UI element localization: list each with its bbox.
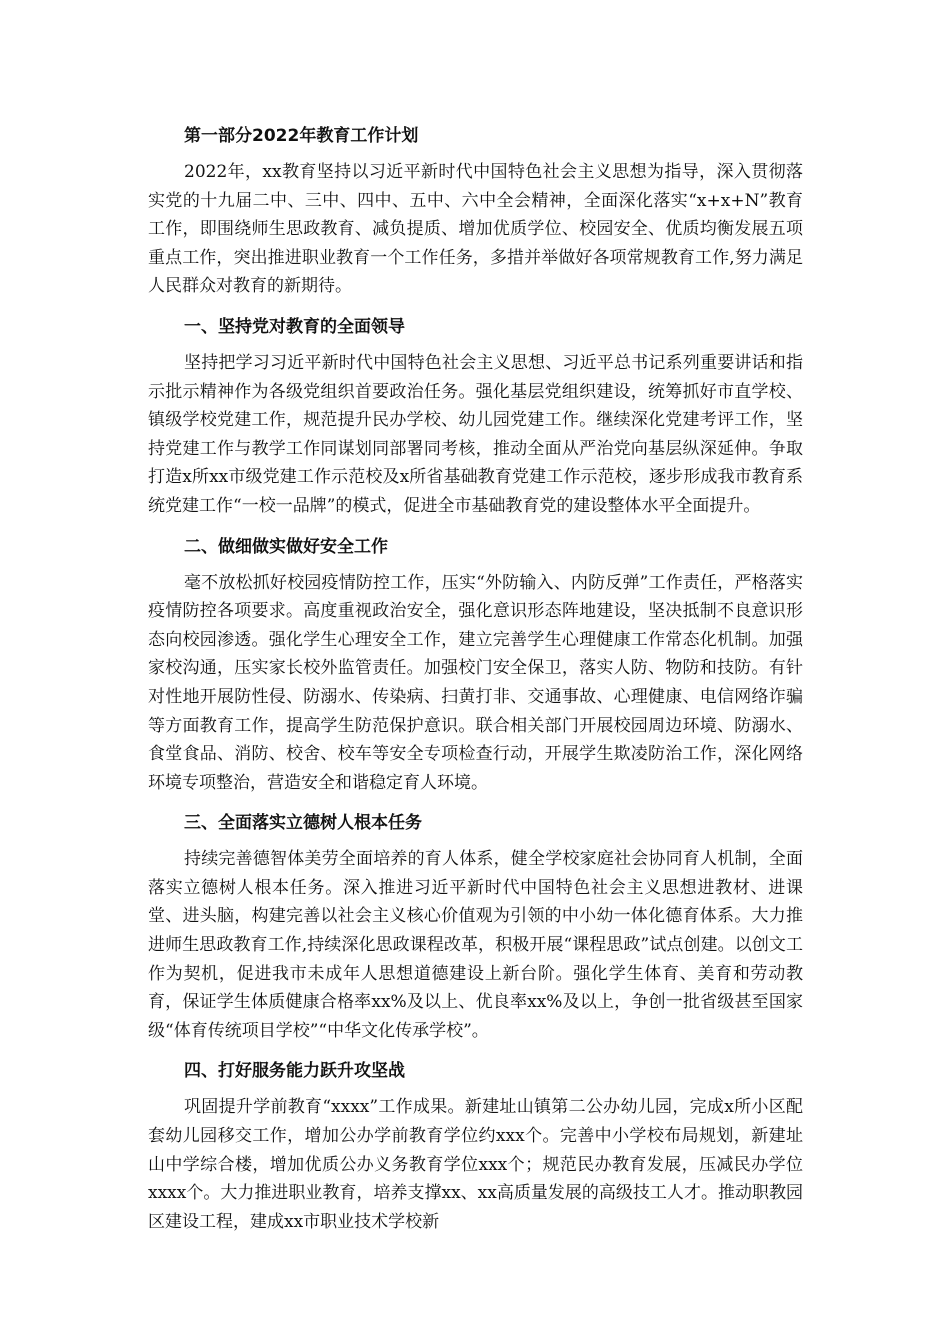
section-heading-1: 一、坚持党对教育的全面领导 bbox=[184, 316, 405, 337]
section-body-3: 持续完善德智体美劳全面培养的育人体系，健全学校家庭社会协同育人机制，全面落实立德树人根本任务。深入推进习近平新时代中国特色社会主义思想进教材、进课堂、进头脑，构建完善以社会主义核心价值观为引领的中小幼一体化德育体系。大力推进师生思政教育工作,持续深化思政课程改革，积极开展“课程思政”试点创建。以创文工作为契机，促进我市未成年人思想道德建设上新台阶。强化学生体育、美育和劳动教育，保证学生体质健康合格率xx%及以上、优良率xx%及以上，争创一批省级甚至国家级“体育传统项目学校”“中华文化传承学校”。 bbox=[148, 849, 803, 1041]
intro-paragraph: 2022年，xx教育坚持以习近平新时代中国特色社会主义思想为指导，深入贯彻落实党的十九届二中、三中、四中、五中、六中全会精神，全面深化落实“x+x+N”教育工作，即围绕师生思政教育、减负提质、增加优质学位、校园安全、优质均衡发展五项重点工作，突出推进职业教育一个工作任务，多措并举做好各项常规教育工作,努力满足人民群众对教育的新期待。 bbox=[148, 162, 803, 297]
section-heading-4: 四、打好服务能力跃升攻坚战 bbox=[184, 1061, 405, 1082]
section-body-4: 巩固提升学前教育“xxxx”工作成果。新建址山镇第二公办幼儿园，完成x所小区配套幼儿园移交工作，增加公办学前教育学位约xxx个。完善中小学校布局规划，新建址山中学综合楼，增加优质公办义务教育学位xxx个；规范民办教育发展，压减民办学位xxxx个。大力推进职业教育，培养支撑xx、xx高质量发展的高级技工人才。推动职教园区建设工程，建成xx市职业技术学校新 bbox=[148, 1097, 803, 1232]
section-heading-3: 三、全面落实立德树人根本任务 bbox=[184, 813, 422, 834]
section-heading-2: 二、做细做实做好安全工作 bbox=[184, 536, 388, 557]
part-title: 第一部分2022年教育工作计划 bbox=[184, 126, 419, 146]
section-body-1: 坚持把学习习近平新时代中国特色社会主义思想、习近平总书记系列重要讲话和指示批示精神作为各级党组织首要政治任务。强化基层党组织建设，统筹抓好市直学校、镇级学校党建工作，规范提升民办学校、幼儿园党建工作。继续深化党建考评工作，坚持党建工作与教学工作同谋划同部署同考核，推动全面从严治党向基层纵深延伸。争取打造x所xx市级党建工作示范校及x所省基础教育党建工作示范校，逐步形成我市教育系统党建工作“一校一品牌”的模式，促进全市基础教育党的建设整体水平全面提升。 bbox=[148, 352, 803, 516]
document-body bbox=[148, 122, 803, 1236]
section-body-2: 毫不放松抓好校园疫情防控工作，压实“外防输入、内防反弹”工作责任，严格落实疫情防控各项要求。高度重视政治安全，强化意识形态阵地建设，坚决抵制不良意识形态向校园渗透。强化学生心理安全工作，建立完善学生心理健康工作常态化机制。加强家校沟通，压实家长校外监管责任。加强校门安全保卫，落实人防、物防和技防。有针对性地开展防性侵、防溺水、传染病、扫黄打非、交通事故、心理健康、电信网络诈骗等方面教育工作，提高学生防范保护意识。联合相关部门开展校园周边环境、防溺水、食堂食品、消防、校舍、校车等安全专项检查行动，开展学生欺凌防治工作，深化网络环境专项整治，营造安全和谐稳定育人环境。 bbox=[148, 572, 803, 793]
